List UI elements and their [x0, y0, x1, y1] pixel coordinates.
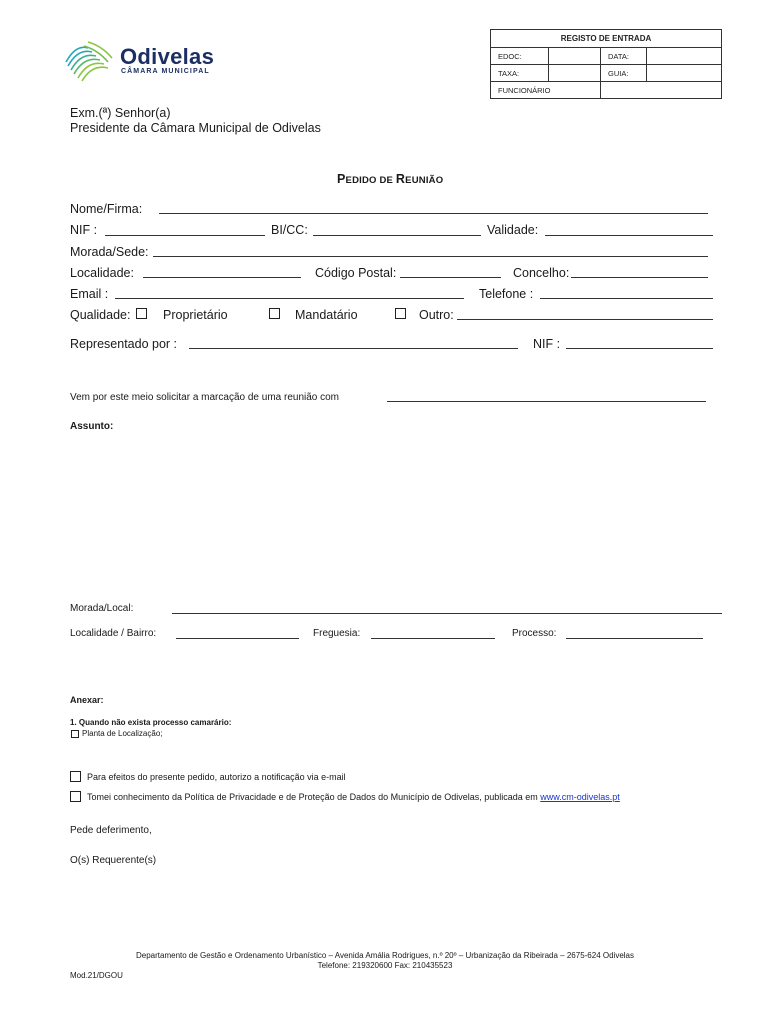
freguesia-field[interactable] — [371, 638, 495, 639]
planta-label: Planta de Localização; — [82, 729, 163, 738]
telefone-field[interactable] — [540, 298, 713, 299]
freguesia-label: Freguesia: — [313, 628, 361, 639]
localidade-bairro-label: Localidade / Bairro: — [70, 628, 157, 639]
title-euniao: EUNIÃO — [405, 175, 444, 186]
form-model-code: Mod.21/DGOU — [70, 971, 123, 980]
email-label: Email : — [70, 287, 109, 301]
page-title — [337, 172, 443, 186]
registo-entrada-table — [490, 29, 722, 99]
footer-contact: Telefone: 219320600 Fax: 210435523 — [317, 961, 453, 970]
mandatario-label: Mandatário — [295, 308, 358, 322]
processo-label: Processo: — [512, 628, 557, 639]
concelho-label: Concelho: — [513, 266, 570, 280]
data-label: DATA: — [601, 48, 647, 65]
mandatario-checkbox[interactable] — [269, 308, 280, 319]
assunto-field[interactable] — [70, 437, 720, 597]
edoc-field[interactable] — [549, 48, 601, 65]
representado-field[interactable] — [189, 348, 518, 349]
anexar-item1: 1. Quando não exista processo camarário: — [70, 718, 232, 727]
title-edido: EDIDO DE — [345, 175, 396, 186]
data-field[interactable] — [647, 48, 722, 65]
reuniao-com-field[interactable] — [387, 401, 706, 402]
planta-checkbox[interactable] — [71, 730, 79, 738]
processo-field[interactable] — [566, 638, 703, 639]
validade-label: Validade: — [487, 223, 539, 237]
representado-label: Representado por : — [70, 337, 178, 351]
telefone-label: Telefone : — [479, 287, 534, 301]
morada-field[interactable] — [153, 256, 708, 257]
email-consent-checkbox[interactable] — [70, 771, 81, 782]
registo-title: REGISTO DE ENTRADA — [491, 30, 722, 48]
localidade-label: Localidade: — [70, 266, 134, 280]
outro-field[interactable] — [457, 319, 713, 320]
nome-label: Nome/Firma: — [70, 202, 143, 216]
nome-field[interactable] — [159, 213, 708, 214]
outro-checkbox[interactable] — [395, 308, 406, 319]
title-r: R — [395, 172, 406, 186]
privacy-consent-label — [87, 792, 620, 802]
title-p: P — [337, 172, 346, 186]
anexar-title: Anexar: — [70, 695, 104, 705]
concelho-field[interactable] — [571, 277, 708, 278]
validade-field[interactable] — [545, 235, 713, 236]
privacy-consent-checkbox[interactable] — [70, 791, 81, 802]
email-field[interactable] — [115, 298, 464, 299]
nif-label: NIF : — [70, 223, 98, 237]
guia-label: GUIA: — [601, 65, 647, 82]
edoc-label: EDOC: — [491, 48, 549, 65]
email-consent-label: Para efeitos do presente pedido, autorizo a notificação via e-mail — [87, 772, 346, 782]
qualidade-label: Qualidade: — [70, 308, 131, 322]
assunto-label: Assunto: — [70, 421, 114, 432]
morada-local-field[interactable] — [172, 613, 722, 614]
request-text: Vem por este meio solicitar a marcação de uma reunião com — [70, 392, 340, 403]
addressee-line1: Exm.(ª) Senhor(a) — [70, 106, 171, 120]
taxa-label: TAXA: — [491, 65, 549, 82]
nif2-field[interactable] — [566, 348, 713, 349]
logo-subtitle: CÂMARA MUNICIPAL — [121, 68, 210, 75]
bicc-label: BI/CC: — [271, 223, 308, 237]
codigo-postal-label: Código Postal: — [315, 266, 397, 280]
localidade-field[interactable] — [143, 277, 301, 278]
cm-odivelas-link[interactable]: www.cm-odivelas.pt — [540, 792, 620, 802]
privacy-consent-text: Tomei conhecimento da Política de Privacidade e de Proteção de Dados do Município de Odivelas, publicada em — [87, 792, 538, 802]
requerente-label: O(s) Requerente(s) — [70, 855, 157, 866]
guia-field[interactable] — [647, 65, 722, 82]
nif2-label: NIF : — [533, 337, 561, 351]
funcionario-label: FUNCIONÁRIO — [491, 82, 601, 99]
logo-name: Odivelas — [120, 44, 215, 69]
nif-field[interactable] — [105, 235, 265, 236]
morada-label: Morada/Sede: — [70, 245, 149, 259]
taxa-field[interactable] — [549, 65, 601, 82]
morada-local-label: Morada/Local: — [70, 603, 134, 614]
footer-address: Departamento de Gestão e Ordenamento Urbanístico – Avenida Amália Rodrigues, n.º 20º – Urbanização da Ribeirada – 2675-624 Odivelas — [136, 951, 634, 960]
proprietario-checkbox[interactable] — [136, 308, 147, 319]
funcionario-field[interactable] — [601, 82, 722, 99]
addressee-line2: Presidente da Câmara Municipal de Odivelas — [70, 121, 321, 135]
bicc-field[interactable] — [313, 235, 481, 236]
codigo-postal-field[interactable] — [400, 277, 501, 278]
localidade-bairro-field[interactable] — [176, 638, 299, 639]
outro-label: Outro: — [419, 308, 454, 322]
proprietario-label: Proprietário — [163, 308, 228, 322]
odivelas-leaf-icon — [62, 40, 116, 82]
pede-deferimento: Pede deferimento, — [70, 825, 152, 836]
